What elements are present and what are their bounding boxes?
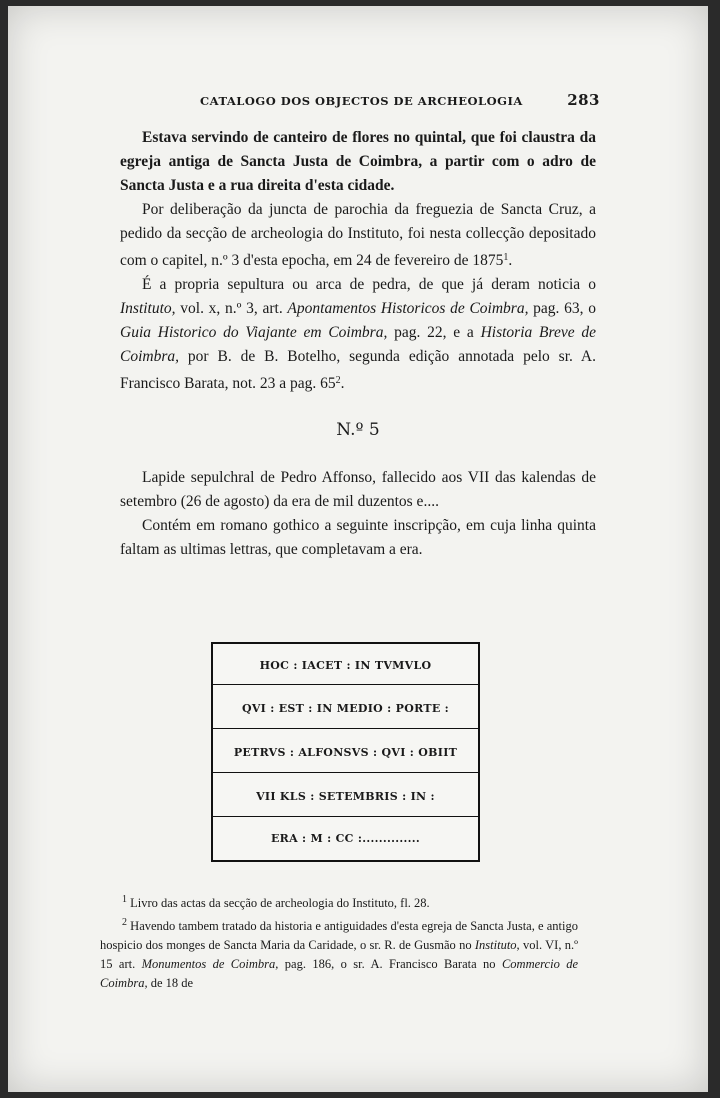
inscription-line-3: PETRVS : ALFONSVS : QVI : OBIIT xyxy=(233,746,458,759)
paragraph-3: É a propria sepultura ou arca de pedra, de que já deram noticia o Instituto, vol. x, n.º 3, art. Apontamentos Historicos de Coimbra, pag. 63, o Guia Historico do Viajante em Coimbra, pag. 22, e a Historia Breve de Coimbra, por B. de B. Botelho, segunda edição annotada pelo sr. A. Francisco Barata, not. 23 a pag. $65^2$. xyxy=(120,276,597,392)
inscription-rule xyxy=(213,728,478,729)
body-text xyxy=(120,126,596,562)
section-heading: N.º 5 xyxy=(336,420,380,440)
footnotes xyxy=(100,890,578,993)
book-page xyxy=(8,6,708,1092)
paragraph-5: Contém em romano gothico a seguinte inscripção, em cuja linha quinta faltam as ultimas lettras, que completavam a era. xyxy=(120,517,596,558)
footnote-1: $^1$ Livro das actas da secção de archeologia do Instituto, fl. 28. xyxy=(122,894,430,910)
inscription-rule xyxy=(213,684,478,685)
inscription-line-1: HOC : IACET : IN TVMVLO xyxy=(259,659,432,672)
footnote-2: $^2$ Havendo tambem tratado da historia e antiguidades d'esta egreja de Sancta Justa, e antigo hospicio dos monges de Sancta Maria da Caridade, o sr. R. de Gusmão no Instituto, vol. VI, n.º 15 art. Monumentos de Coimbra, pag. 186, o sr. A. Francisco Barata no Commercio de Coimbra, de 18 de xyxy=(100,917,579,990)
inscription-line-4: VII KLS : SETEMBRIS : IN : xyxy=(256,790,435,803)
footnote-ref-2: 2 xyxy=(335,375,341,386)
footnote-ref-1: 1 xyxy=(503,252,509,263)
inscription-rule xyxy=(213,816,478,817)
running-header xyxy=(200,91,600,109)
inscription-table xyxy=(211,642,480,862)
header-title: CATALOGO DOS OBJECTOS DE ARCHEOLOGIA xyxy=(200,94,523,108)
inscription-line-2: QVI : EST : IN MEDIO : PORTE : xyxy=(241,702,450,715)
inscription-rule xyxy=(213,772,478,773)
paragraph-2: Por deliberação da juncta de parochia da freguezia de Sancta Cruz, a pedido da secção de archeologia do Instituto, foi nesta collecção depositado com o capitel, n.º 3 d'esta epocha, em 24 de fevereiro de 1875$^1$. xyxy=(120,201,596,269)
paragraph-4: Lapide sepulchral de Pedro Affonso, fallecido aos VII das kalendas de setembro (26 de agosto) da era de mil duzentos e.... xyxy=(120,469,596,510)
page-number: 283 xyxy=(567,91,600,109)
paragraph-1: Estava servindo de canteiro de flores no quintal, que foi claustra da egreja antiga de Sancta Justa de Coimbra, a partir com o adro de Sancta Justa e a rua direita d'esta cidade. xyxy=(120,129,596,194)
inscription-line-5: ERA : M : CC :.............. xyxy=(270,832,421,845)
